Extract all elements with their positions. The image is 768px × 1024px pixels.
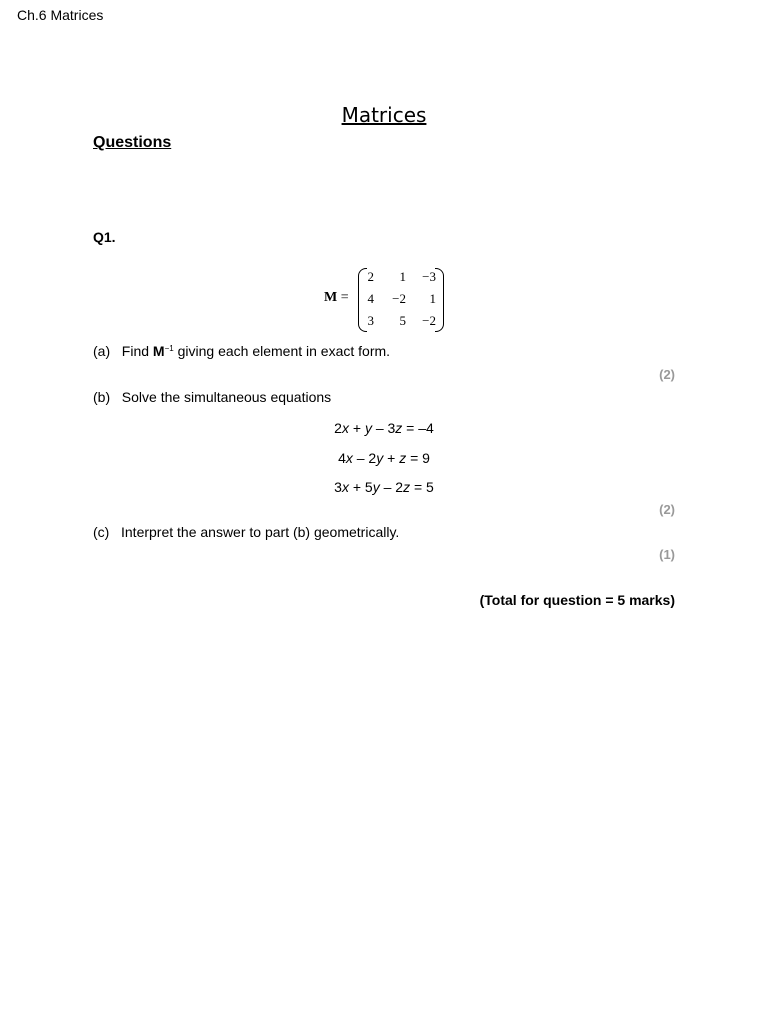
- matrix-cell: 5: [399, 313, 406, 328]
- part-b: (b) Solve the simultaneous equations: [93, 389, 332, 405]
- marks-a: (2): [659, 367, 675, 382]
- matrix-right-paren: [435, 268, 444, 332]
- matrix-cell: −2: [422, 313, 436, 328]
- page-title: Matrices: [341, 103, 427, 127]
- part-c: (c) Interpret the answer to part (b) geometrically.: [93, 524, 400, 540]
- matrix-cell: 3: [367, 313, 374, 328]
- marks-c: (1): [659, 547, 675, 562]
- marks-b: (2): [659, 502, 675, 517]
- matrix-cell: −2: [392, 291, 406, 306]
- equation-2: 4x – 2y + z = 9: [338, 450, 430, 466]
- matrix-cell: 1: [399, 269, 406, 284]
- matrix-label: M =: [324, 290, 349, 305]
- equation-3: 3x + 5y – 2z = 5: [334, 479, 434, 495]
- page-header: Ch.6 Matrices: [17, 7, 104, 23]
- part-a: (a) Find $M^{-1}$ giving each element in exact form.: [93, 343, 391, 359]
- equation-1: 2x + y – 3z = –4: [334, 420, 434, 436]
- matrix-cell: −3: [422, 269, 436, 284]
- matrix-m: [324, 266, 454, 332]
- matrix-cell: 4: [367, 291, 374, 306]
- section-heading: Questions: [93, 134, 172, 151]
- matrix-cell: 2: [367, 269, 374, 284]
- total-marks: (Total for question = 5 marks): [479, 592, 675, 608]
- matrix-cell: 1: [429, 291, 436, 306]
- question-number: Q1.: [93, 229, 116, 245]
